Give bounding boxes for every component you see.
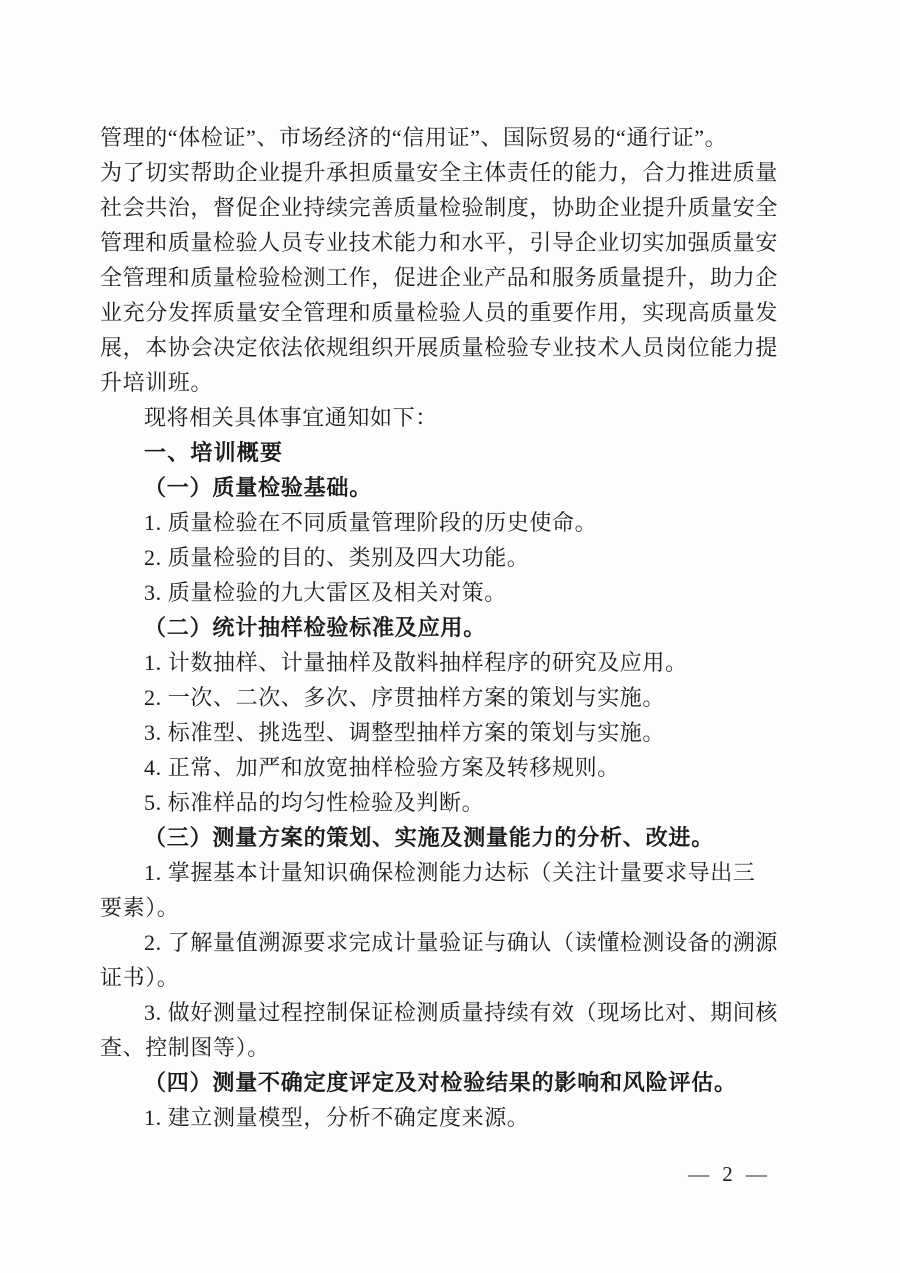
paragraph-line: 业充分发挥质量安全管理和质量检验人员的重要作用，实现高质量发 xyxy=(100,300,779,325)
paragraph-line: 管理的“体检证”、市场经济的“信用证”、国际贸易的“通行证”。 xyxy=(100,125,728,150)
list-item: 3. 标准型、挑选型、调整型抽样方案的策划与实施。 xyxy=(144,720,666,745)
paragraph-line: 为了切实帮助企业提升承担质量安全主体责任的能力，合力推进质量 xyxy=(100,160,779,185)
list-item: 2. 质量检验的目的、类别及四大功能。 xyxy=(144,545,530,570)
list-item-continuation: 证书）。 xyxy=(100,965,180,990)
list-item: 1. 计数抽样、计量抽样及散料抽样程序的研究及应用。 xyxy=(144,650,688,675)
subsection-4-heading: （四）测量不确定度评定及对检验结果的影响和风险评估。 xyxy=(144,1070,737,1095)
list-item: 3. 质量检验的九大雷区及相关对策。 xyxy=(144,580,507,605)
document-body xyxy=(100,120,812,1135)
paragraph-line: 升培训班。 xyxy=(100,370,214,395)
list-item-continuation: 要素）。 xyxy=(100,895,180,920)
list-item: 1. 掌握基本计量知识确保检测能力达标（关注计量要求导出三 xyxy=(144,860,756,885)
notice-intro-line: 现将相关具体事宜通知如下： xyxy=(144,405,438,430)
paragraph-line: 全管理和质量检验检测工作，促进企业产品和服务质量提升，助力企 xyxy=(100,265,779,290)
page-number: — 2 — xyxy=(688,1162,771,1186)
list-item: 2. 一次、二次、多次、序贯抽样方案的策划与实施。 xyxy=(144,685,666,710)
section-1-heading: 一、培训概要 xyxy=(144,440,284,465)
list-item: 4. 正常、加严和放宽抽样检验方案及转移规则。 xyxy=(144,755,620,780)
paragraph-line: 展，本协会决定依法依规组织开展质量检验专业技术人员岗位能力提 xyxy=(100,335,779,360)
list-item: 1. 建立测量模型，分析不确定度来源。 xyxy=(144,1105,530,1130)
list-item: 2. 了解量值溯源要求完成计量验证与确认（读懂检测设备的溯源 xyxy=(144,930,779,955)
subsection-3-heading: （三）测量方案的策划、实施及测量能力的分析、改进。 xyxy=(144,825,715,850)
list-item: 1. 质量检验在不同质量管理阶段的历史使命。 xyxy=(144,510,598,535)
list-item-continuation: 查、控制图等）。 xyxy=(100,1035,270,1060)
subsection-1-heading: （一）质量检验基础。 xyxy=(144,475,373,500)
paragraph-line: 社会共治，督促企业持续完善质量检验制度，协助企业提升质量安全 xyxy=(100,195,779,220)
list-item: 3. 做好测量过程控制保证检测质量持续有效（现场比对、期间核 xyxy=(144,1000,779,1025)
paragraph-line: 管理和质量检验人员专业技术能力和水平，引导企业切实加强质量安 xyxy=(100,230,779,255)
subsection-2-heading: （二）统计抽样检验标准及应用。 xyxy=(144,615,487,640)
list-item: 5. 标准样品的均匀性检验及判断。 xyxy=(144,790,485,815)
